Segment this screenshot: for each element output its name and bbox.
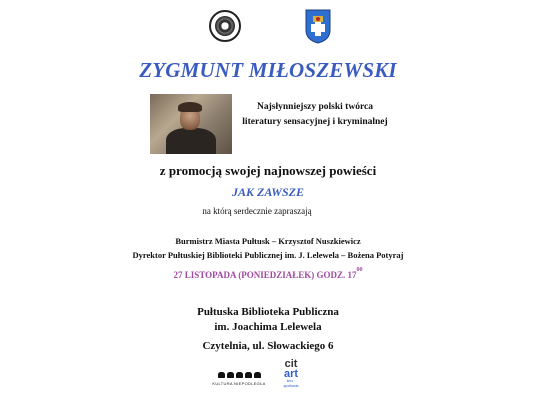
kultura-niepodlegla-logo-icon xyxy=(212,372,266,392)
venue-name: Pułtuska Biblioteka Publiczna xyxy=(197,306,339,318)
promo-text: z promocją swojej najnowszej powieści xyxy=(159,163,377,178)
pultusk-coat-of-arms-icon xyxy=(304,8,332,44)
host-library-director: Dyrektor Pułtuskiej Biblioteki Publicznej im. J. Lelewela – Bożena Potyraj xyxy=(132,250,404,260)
tagline-line-2: literatury sensacyjnej i kryminalnej xyxy=(242,117,388,127)
citart-mid-text: art xyxy=(283,368,299,380)
citart-top-text: cit xyxy=(284,358,298,370)
venue-patron: im. Joachima Lelewela xyxy=(214,321,322,333)
kultura-logo-label: KULTURA NIEPODLEGŁA xyxy=(212,381,266,386)
host-mayor: Burmistrz Miasta Pułtusk – Krzysztof Nuszkiewicz xyxy=(175,236,361,246)
event-date-text: 27 LISTOPADA (PONIEDZIAŁEK) GODZ. 17 xyxy=(173,270,357,280)
citart-bottom-text: kino · spotkania xyxy=(283,379,299,388)
tagline-line-1: Najsłynniejszy polski twórca xyxy=(257,102,373,112)
book-title: JAK ZAWSZE xyxy=(232,185,304,199)
event-date xyxy=(0,267,536,280)
author-tagline xyxy=(240,100,390,130)
author-portrait-photo xyxy=(150,94,232,154)
event-date-minutes: 00 xyxy=(356,267,363,273)
venue-address: Czytelnia, ul. Słowackiego 6 xyxy=(202,340,334,352)
cit-art-logo-icon xyxy=(280,359,302,395)
invite-text: na którą serdecznie zapraszają xyxy=(202,206,312,216)
author-name-heading: ZYGMUNT MIŁOSZEWSKI xyxy=(139,58,397,82)
museum-seal-icon xyxy=(209,10,241,42)
